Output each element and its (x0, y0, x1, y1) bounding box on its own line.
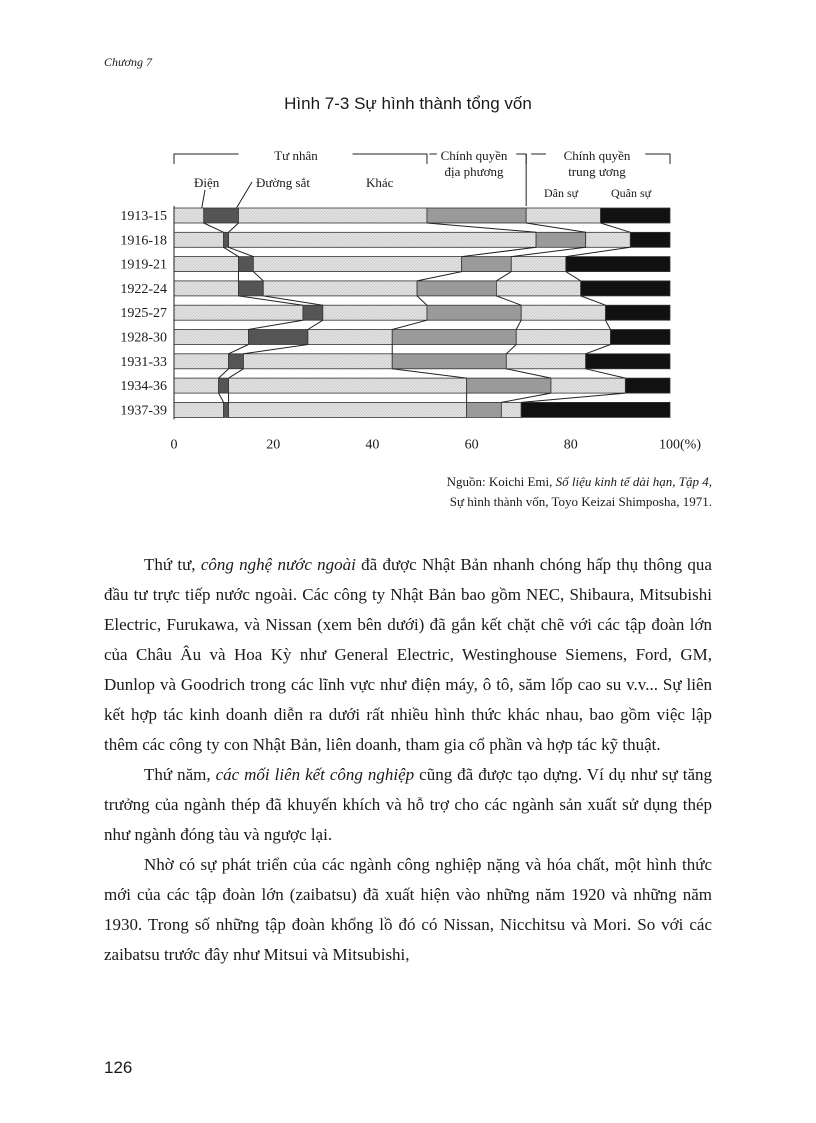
bar-railway-1937-39 (224, 402, 229, 417)
bar-railway-1916-18 (224, 232, 229, 247)
category-label-1922-24: 1922-24 (120, 281, 167, 297)
legend-other: Khác (366, 175, 394, 190)
bar-electricity-1937-39 (174, 402, 224, 417)
connector-other-3 (417, 296, 427, 305)
legend-civil: Dân sự (544, 186, 579, 200)
category-label-1913-15: 1913-15 (120, 209, 167, 224)
connector-civil-3 (581, 296, 606, 305)
bar-civil-1922-24 (496, 281, 580, 296)
bar-military-1931-33 (586, 354, 670, 369)
bar-military-1928-30 (610, 330, 670, 345)
bar-military-1922-24 (581, 281, 670, 296)
connector-local-gov-4 (516, 320, 521, 329)
connector-civil-5 (586, 345, 611, 354)
bar-civil-1931-33 (506, 354, 585, 369)
bar-military-1919-21 (566, 257, 670, 272)
paragraph-2 (104, 760, 712, 850)
bar-civil-1925-27 (521, 305, 605, 320)
bar-other-1922-24 (263, 281, 417, 296)
bar-military-1934-36 (625, 378, 670, 393)
connector-electricity-7 (219, 393, 224, 402)
bar-civil-1937-39 (501, 402, 521, 417)
connector-electricity-6 (219, 369, 229, 378)
category-label-1931-33: 1931-33 (120, 354, 167, 370)
bar-military-1916-18 (630, 232, 670, 247)
bracket-central-right (645, 154, 670, 164)
connector-other-4 (392, 320, 427, 329)
bar-local-gov-1934-36 (467, 378, 551, 393)
figure-source (447, 472, 712, 512)
category-label-1925-27: 1925-27 (120, 306, 167, 322)
bar-other-1931-33 (243, 354, 392, 369)
page-number: 126 (104, 1058, 133, 1077)
source-prefix: Nguồn: Koichi Emi, (446, 474, 556, 489)
bar-electricity-1916-18 (174, 232, 224, 247)
bar-local-gov-1928-30 (392, 330, 516, 345)
p2-emphasis: các mối liên kết công nghiệp (215, 765, 415, 784)
source-line-2: Sự hình thành vốn, Toyo Keizai Shimposha, 1971. (449, 494, 712, 509)
legend-military: Quân sự (611, 186, 652, 200)
bar-railway-1931-33 (229, 354, 244, 369)
p2-start: Thứ năm, (144, 765, 216, 784)
connector-civil-6 (586, 369, 626, 378)
connector-civil-4 (606, 320, 611, 329)
p1-emphasis: công nghệ nước ngoài (200, 555, 356, 574)
bar-local-gov-1919-21 (462, 257, 512, 272)
bar-electricity-1934-36 (174, 378, 219, 393)
legend-labels (194, 148, 652, 200)
bracket-private-left (174, 154, 238, 164)
connector-other-6 (392, 369, 466, 378)
pointer-electricity (202, 190, 205, 208)
source-title: Số liệu kinh tế dài hạn, Tập 4, (555, 474, 712, 489)
bar-local-gov-1913-15 (427, 208, 526, 223)
connector-local-gov-3 (496, 296, 521, 305)
connector-railway-1 (229, 247, 254, 256)
connector-railway-0 (229, 223, 239, 232)
bar-other-1919-21 (253, 257, 461, 272)
x-tick-label-0: 0 (170, 437, 178, 453)
bar-electricity-1931-33 (174, 354, 229, 369)
bar-railway-1919-21 (238, 257, 253, 272)
bar-railway-1925-27 (303, 305, 323, 320)
bar-military-1937-39 (521, 402, 670, 417)
connector-local-gov-0 (526, 223, 586, 232)
connector-local-gov-2 (496, 272, 511, 281)
chapter-header: Chương 7 (104, 55, 152, 69)
bar-other-1937-39 (229, 402, 467, 417)
bar-other-1913-15 (238, 208, 426, 223)
connector-civil-2 (566, 272, 581, 281)
connector-electricity-0 (204, 223, 224, 232)
connector-electricity-5 (229, 345, 249, 354)
bar-civil-1934-36 (551, 378, 625, 393)
bar-local-gov-1931-33 (392, 354, 506, 369)
bar-electricity-1922-24 (174, 281, 238, 296)
bar-electricity-1919-21 (174, 257, 238, 272)
x-tick-label-2: 40 (365, 437, 380, 453)
pointer-railway (236, 182, 252, 208)
bar-local-gov-1916-18 (536, 232, 586, 247)
bar-military-1913-15 (601, 208, 670, 223)
bar-railway-1922-24 (238, 281, 263, 296)
bar-local-gov-1922-24 (417, 281, 496, 296)
category-label-1934-36: 1934-36 (120, 379, 167, 395)
body-text (104, 550, 712, 970)
p1-rest: đã được Nhật Bản nhanh chóng hấp thụ thông qua đầu tư trực tiếp nước ngoài. Các công ty Nhật Bản bao gồm NEC, Shibaura, Mitsubishi Electric, Furukawa, và Nissan (xem bên dưới) đã gắn kết chặt chẽ với các tập đoàn lớn của Châu Âu và Hoa Kỳ như General Electric, Westinghouse Siemens, Ford, GM, Dunlop và Goodrich trong các lĩnh vực như điện máy, ô tô, săm lốp cao su v.v... Sự liên kết hợp tác kinh doanh diễn ra dưới rất nhiều hình thức khác nhau, bao gồm việc lập thêm các công ty con Nhật Bản, liên doanh, tham gia cổ phần và hợp tác kỹ thuật. (104, 555, 712, 754)
category-label-1916-18: 1916-18 (120, 233, 167, 249)
connector-railway-6 (229, 369, 244, 378)
bar-railway-1928-30 (248, 330, 308, 345)
group-label-central-1: Chính quyền (563, 148, 631, 163)
bar-local-gov-1925-27 (427, 305, 521, 320)
x-tick-label-5: 100(%) (659, 437, 701, 453)
connector-electricity-4 (248, 320, 303, 329)
x-tick-label-4: 80 (563, 437, 578, 453)
bar-railway-1913-15 (204, 208, 239, 223)
connector-other-0 (427, 223, 536, 232)
bar-other-1934-36 (229, 378, 467, 393)
connector-local-gov-5 (506, 345, 516, 354)
x-tick-label-1: 20 (266, 437, 281, 453)
bar-local-gov-1937-39 (467, 402, 502, 417)
bar-civil-1919-21 (511, 257, 566, 272)
group-label-local-1: Chính quyền (440, 148, 508, 163)
bracket-private-right (353, 154, 427, 164)
connector-local-gov-6 (506, 369, 551, 378)
category-label-1919-21: 1919-21 (120, 257, 167, 273)
bars (174, 208, 670, 417)
bar-other-1916-18 (229, 232, 537, 247)
bar-military-1925-27 (606, 305, 670, 320)
p1-start: Thứ tư, (144, 555, 201, 574)
group-label-local-2: địa phương (444, 164, 504, 179)
x-tick-label-3: 60 (464, 437, 479, 453)
legend-electricity: Điện (194, 175, 220, 190)
paragraph-1 (104, 550, 712, 760)
bar-civil-1928-30 (516, 330, 610, 345)
connector-other-2 (417, 272, 462, 281)
bar-civil-1916-18 (586, 232, 631, 247)
bar-other-1928-30 (308, 330, 392, 345)
figure-title: Hình 7-3 Sự hình thành tổng vốn (284, 94, 532, 113)
legend-railway: Đường sắt (256, 175, 310, 190)
bar-civil-1913-15 (526, 208, 600, 223)
group-label-central-2: trung ương (568, 164, 626, 179)
bar-electricity-1925-27 (174, 305, 303, 320)
bracket-local-right (516, 154, 526, 164)
paragraph-3: Nhờ có sự phát triển của các ngành công nghiệp nặng và hóa chất, một hình thức mới của các tập đoàn lớn (zaibatsu) đã xuất hiện vào những năm 1920 và những năm 1930. Trong số những tập đoàn khổng lồ đó có Nissan, Nicchitsu và Mori. So với các zaibatsu trước đây như Mitsui và Mitsubishi, (104, 855, 712, 964)
category-label-1928-30: 1928-30 (120, 330, 167, 346)
bar-electricity-1928-30 (174, 330, 248, 345)
connector-civil-7 (521, 393, 625, 402)
connector-railway-5 (243, 345, 307, 354)
bar-railway-1934-36 (219, 378, 229, 393)
category-label-1937-39: 1937-39 (120, 403, 167, 419)
connector-civil-0 (601, 223, 631, 232)
p2-rest: cũng đã được tạo dựng. Ví dụ như sự tăng trưởng của ngành thép đã khuyến khích và hỗ trợ cho các ngành sản xuất sử dụng thép như ngành đóng tàu và ngược lại. (104, 765, 713, 844)
connector-railway-2 (253, 272, 263, 281)
connector-local-gov-7 (501, 393, 551, 402)
connector-railway-4 (308, 320, 323, 329)
group-label-private: Tư nhân (274, 148, 318, 163)
bar-other-1925-27 (323, 305, 427, 320)
capital-formation-chart (0, 140, 816, 460)
bar-electricity-1913-15 (174, 208, 204, 223)
